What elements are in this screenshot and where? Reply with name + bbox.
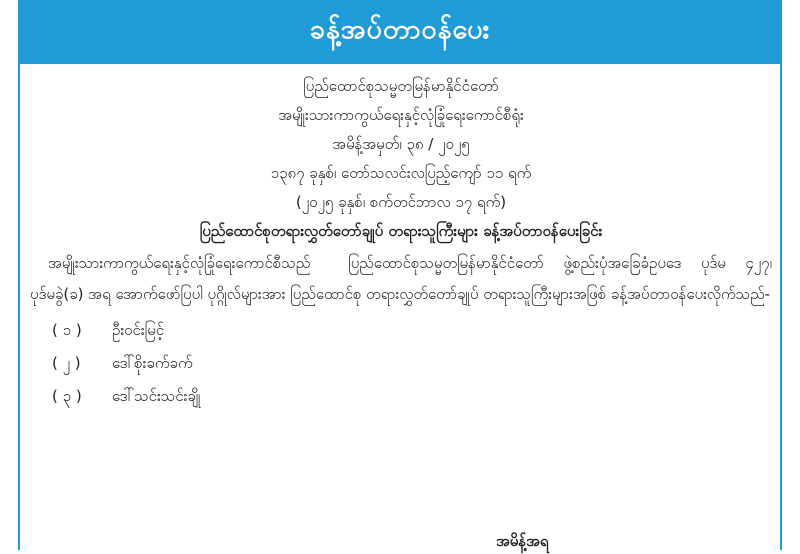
body-text-part2: ပြည်ထောင်စုသမ္မတမြန်မာနိုင်ငံတော် ဖွဲ့စည်းပုံအခြေခံဥပဒေ ပုဒ်မ ၄၂၇၊ ပုဒ်မခွဲ(ခ) အရ အောက်ဖော်ပြပါ ပုဂ္ဂိုလ်များအား ပြည်ထောင်စု တရားလွှတ်တော်ချုပ် တရားသူကြီးများအဖြစ် ခန့်အပ်တာဝန်ပေးလိုက်သည်- — [30, 254, 772, 303]
issuer-line: ပြည်ထောင်စုသမ္မတမြန်မာနိုင်ငံတော် — [303, 77, 499, 95]
right-border — [780, 64, 782, 550]
body-text-part1: အမျိုးသားကာကွယ်ရေးနှင့်လုံခြုံရေးကောင်စီသည် — [48, 254, 311, 272]
appointee-list — [30, 314, 772, 413]
notice-body — [30, 72, 772, 413]
header-title: ခန့်အပ်တာဝန်ပေး — [309, 14, 491, 45]
list-item — [30, 380, 772, 413]
list-item — [30, 347, 772, 380]
date-gregorian: (၂၀၂၅ ခုနှစ်၊ စက်တင်ဘာလ ၁၇ ရက်) — [295, 193, 507, 211]
list-item-number: ( ၁ ) — [52, 321, 82, 339]
order-number: အမိန့်အမှတ်၊ ၃၈ / ၂၀၂၅ — [332, 135, 470, 153]
left-border — [18, 64, 20, 550]
body-paragraph — [30, 248, 772, 310]
date-myanmar: ၁၃၈၇ ခုနှစ်၊ တော်သလင်းလပြည့်ကျော် ၁၁ ရက် — [270, 164, 532, 182]
list-item-number: ( ၂ ) — [52, 354, 81, 372]
list-item-number: ( ၃ ) — [52, 387, 82, 405]
appointee-name: ဒေါ်စိုးခက်ခက် — [112, 354, 193, 372]
signature-line: အမိန့်အရ — [496, 532, 549, 550]
subject-heading: ပြည်ထောင်စုတရားလွှတ်တော်ချုပ် တရားသူကြီးများ ခန့်အပ်တာဝန်ပေးခြင်း — [199, 222, 603, 240]
list-item — [30, 314, 772, 347]
appointee-name: ဒေါ်သင်းသင်းချို — [112, 387, 201, 405]
header-banner — [18, 0, 782, 64]
appointee-name: ဦးဝင်းမြင့် — [112, 321, 165, 339]
office-line: အမျိုးသားကာကွယ်ရေးနှင့်လုံခြုံရေးကောင်စီရုံး — [278, 106, 524, 124]
